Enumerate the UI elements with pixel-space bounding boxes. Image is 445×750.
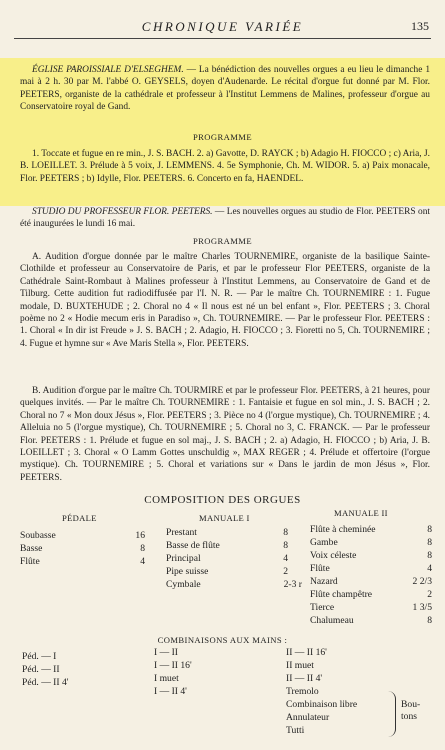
stop-value: 2-3 r: [283, 579, 302, 590]
stop-value: 8: [140, 543, 145, 554]
section2-heading: STUDIO DU PROFESSEUR FLOR. PEETERS.: [32, 207, 213, 217]
combinations-heading: COMBINAISONS AUX MAINS :: [157, 635, 288, 645]
combination-item: Péd. — II: [22, 664, 60, 675]
stop-value: 8: [427, 537, 432, 548]
combination-item: I — II 16': [154, 660, 192, 671]
stop-name: Principal: [166, 553, 201, 564]
section1-paragraph: [20, 64, 430, 114]
stop-name: Chalumeau: [310, 615, 354, 626]
program-part-a: A. Audition d'orgue donnée par le maître Charles TOURNEMIRE, organiste de la basilique Sainte-Clothilde et professeur au Conservatoire de Paris, et par le professeur Flor PEETERS, organiste de la Cathédrale Saint-Rombaut à Malines professeur à l'Institut Lemmens, au Conservatoire de Gand et de Tilburg. Cette audition fut radiodiffusée par l'I. N. R. — Par le maître Ch. TOURNEMIRE : 1. Fugue modale, D. BUXTEHUDE ; 2. Choral no 4 « Il nous est né un bel enfant », Flor. PEETERS ; 3. Choral poème no 2 « Hodie mecum eris in Paradiso », Ch. TOURNEMIRE. — Par le professeur Flor. PEETERS : 1. Choral « In dir ist Freude » J. S. BACH ; 2. Adagio, H. FIOCCO ; 3. Fioretti no 5, Ch. TOURNEMIRE ; 4. Fugue et hymne sur « Ave Maris Stella », Flor. PEETERS.: [20, 252, 430, 349]
stop-value: 16: [135, 530, 145, 541]
combination-item: Péd. — I: [22, 651, 57, 662]
stop-value: 8: [427, 615, 432, 626]
stop-name: Flûte à cheminée: [310, 524, 376, 535]
combination-item: Tutti: [286, 725, 305, 736]
combination-item: II muet: [286, 660, 314, 671]
stop-value: 2: [427, 589, 432, 600]
buttons-brace: [387, 691, 396, 737]
manuale2-heading: MANUALE II: [334, 508, 388, 518]
stop-value: 4: [140, 556, 145, 567]
pedale-heading: PÉDALE: [62, 513, 97, 523]
stop-name: Nazard: [310, 576, 338, 587]
section1-program: 1. Toccate et fugue en re min., J. S. BACH. 2. a) Gavotte, D. RAYCK ; b) Adagio H. FIOCCO ; c) Aria, J. B. LOEILLET. 3. Prélude à 5 voix, J. LEMMENS. 4. 5e Symphonie, Ch. M. WIDOR. 5. a) Paix monacale, Flor. PEETERS ; b) Idylle, Flor. PEETERS. 6. Concerto en fa, HAENDEL.: [20, 149, 430, 184]
stop-name: Flûte champêtre: [310, 589, 373, 600]
stop-value: 2: [283, 566, 288, 577]
page-header: [14, 18, 431, 39]
stop-name: Soubasse: [20, 530, 56, 541]
section2-program-heading: PROGRAMME: [193, 236, 252, 246]
stop-name: Pipe suisse: [166, 566, 209, 577]
stop-value: 8: [283, 527, 288, 538]
composition-title: COMPOSITION DES ORGUES: [144, 494, 301, 506]
stop-name: Voix céleste: [310, 550, 357, 561]
stop-name: Tierce: [310, 602, 335, 613]
stop-name: Gambe: [310, 537, 338, 548]
combination-item: I muet: [154, 673, 179, 684]
combination-item: I — II 4': [154, 686, 187, 697]
stop-value: 8: [283, 540, 288, 551]
buttons-label: Bou- tons: [401, 699, 421, 723]
stop-value: 4: [427, 563, 432, 574]
manuale1-heading: MANUALE I: [199, 513, 250, 523]
combination-item: Combinaison libre: [286, 699, 358, 710]
stop-name: Basse: [20, 543, 43, 554]
combination-item: I — II: [154, 647, 178, 658]
combination-item: Annulateur: [286, 712, 330, 723]
combination-item: II — II 4': [286, 673, 323, 684]
program-part-b: B. Audition d'orgue par le maître Ch. TOURMIRE et par le professeur Flor. PEETERS, à 21 heures, pour quelques invités. — Par le maître Ch. TOURNEMIRE : 1. Fantaisie et fugue en sol min., J. S. BACH ; 2. Choral no 7 « Mon doux Jésus », Flor. PEETERS ; 3. Pièce no 4 (l'orgue mystique), Ch. TOURNEMIRE ; 4. Alleluia no 5 (l'orgue mystique), Ch. TOURNEMIRE ; 5. Choral no 3, C. FRANCK. — Par le professeur Flor. PEETERS : 1. Prélude et fugue en sol maj., J. S. BACH ; 2. a) Adagio, H. FIOCCO ; b) Aria, J. B. LOEILLET ; 3. Choral « O Lamm Gottes unschuldig », MAX REGER ; 4. Prélude et offertoire (l'orgue mystique). Ch. TOURNEMIRE ; 5. Choral et variations sur « Dans le jardin de mon Jésus », Flor. PEETERS.: [20, 386, 430, 483]
stop-value: 2 2/3: [412, 576, 432, 587]
section1-program-heading: PROGRAMME: [193, 132, 252, 142]
stop-name: Flûte: [20, 556, 40, 567]
stop-name: Flûte: [310, 563, 330, 574]
combination-item: II — II 16': [286, 647, 327, 658]
stop-name: Cymbale: [166, 579, 201, 590]
stop-value: 8: [427, 550, 432, 561]
section2-text: — Les nouvelles orgues au studio de Flor. PEETERS ont été inaugurées le lundi 16 mai.: [20, 207, 431, 230]
section2-paragraph: [20, 206, 430, 231]
stop-value: 1 3/5: [412, 602, 432, 613]
section1-text: — La bénédiction des nouvelles orgues a eu lieu le dimanche 1 mai à 2 h. 30 par M. l'abbé O. GEYSELS, doyen d'Audenarde. Le récital d'orgue fut donné par M. Flor. PEETERS, organiste de la cathédrale et professeur à l'Institut Lemmens de Malines, professeur d'orgue au Conservatoire royal de Gand.: [20, 65, 431, 113]
section1-heading: ÉGLISE PAROISSIALE D'ELSEGHEM.: [32, 65, 184, 75]
running-title: CHRONIQUE VARIÉE: [141, 19, 304, 34]
combination-item: Tremolo: [286, 686, 319, 697]
combination-item: Péd. — II 4': [22, 677, 69, 688]
stop-name: Basse de flûte: [166, 540, 220, 551]
stop-name: Prestant: [166, 527, 197, 538]
page-number: 135: [411, 19, 429, 33]
stop-value: 8: [427, 524, 432, 535]
stop-value: 4: [283, 553, 288, 564]
